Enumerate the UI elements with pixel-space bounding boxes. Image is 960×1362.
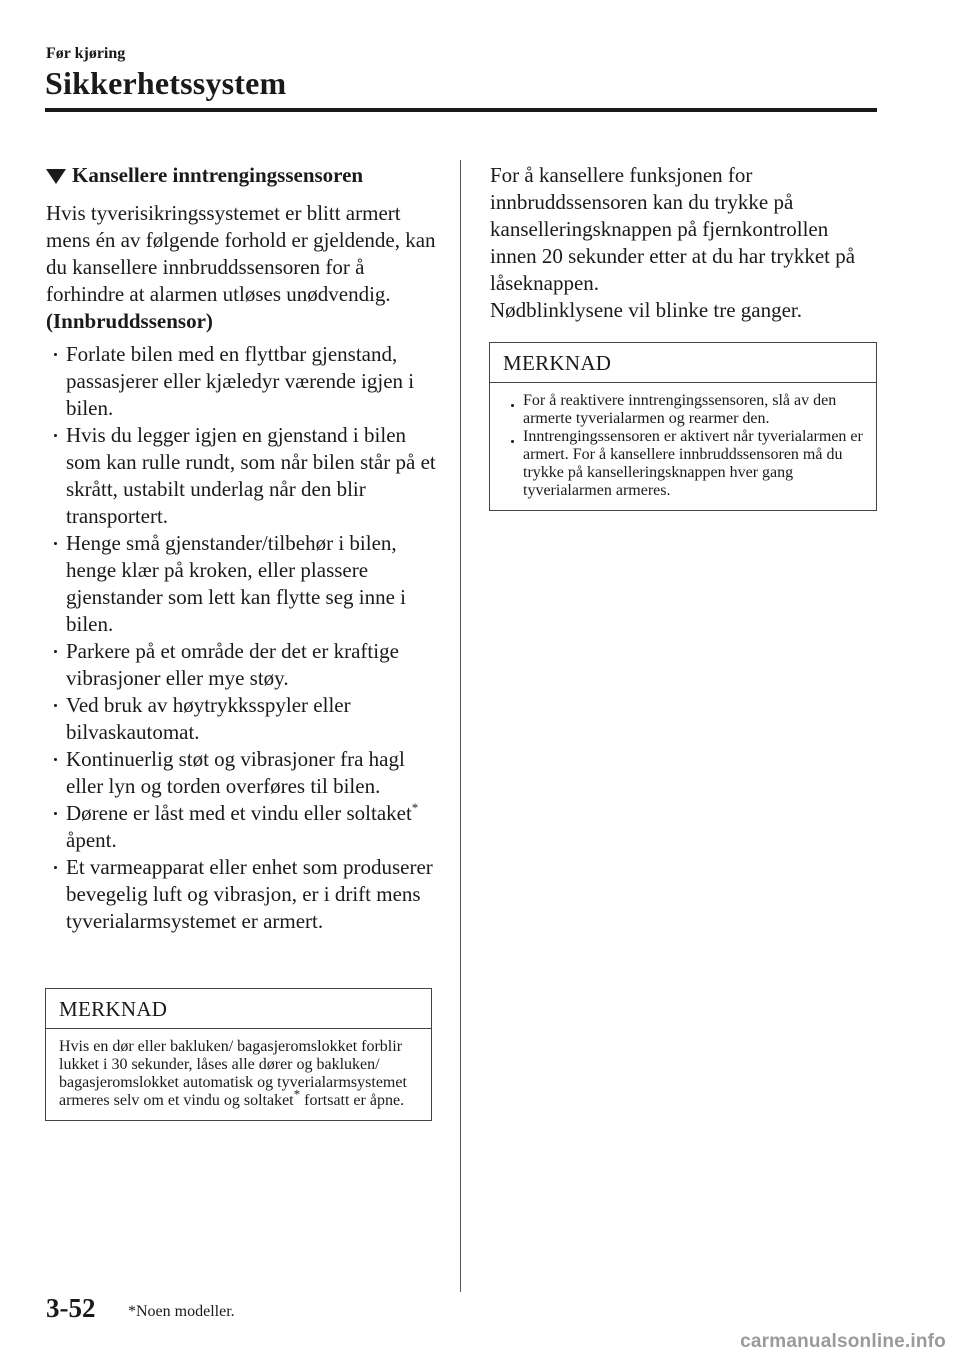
page-number: 3-52: [46, 1293, 96, 1323]
list-item-text-end: åpent.: [66, 828, 117, 852]
asterisk-marker: *: [293, 1086, 301, 1102]
condition-list: [46, 341, 436, 935]
list-item-text: Henge små gjenstander/tilbehør i bilen, henge klær på kroken, eller plassere gjenstander som lett kan flytte seg inne i bilen.: [66, 531, 406, 636]
intro-paragraph: Hvis tyverisikringssystemet er blitt armert mens én av følgende forhold er gjeldende, kan du kansellere innbruddssensoren for å forhindre at alarmen utløses unødvendig.: [46, 201, 436, 306]
column-divider: [460, 160, 461, 1292]
bullet-icon: [54, 650, 57, 653]
hazard-light-paragraph: Nødblinklysene vil blinke tre ganger.: [490, 298, 803, 322]
list-item-text: Kontinuerlig støt og vibrasjoner fra hagl eller lyn og torden overføres til bilen.: [66, 747, 405, 798]
list-item: [46, 422, 436, 530]
note-title: MERKNAD: [490, 343, 876, 383]
list-item: [46, 800, 436, 854]
bullet-icon: [54, 812, 57, 815]
list-item-text: Parkere på et område der det er kraftige vibrasjoner eller mye støy.: [66, 639, 399, 690]
list-item-text: For å reaktivere inntrengingssensoren, slå av den armerte tyverialarmen og rearmer den.: [523, 392, 837, 427]
page-title: Sikkerhetssystem: [45, 65, 287, 101]
subheading: (Innbruddssensor): [46, 309, 213, 333]
list-item-text: Hvis du legger igjen en gjenstand i bilen som kan rulle rundt, som når bilen står på et skrått, ustabilt underlag når den blir transportert.: [66, 423, 436, 528]
list-item: [503, 428, 863, 500]
note-box-left: [45, 988, 432, 1121]
triangle-down-icon: [46, 169, 66, 184]
bullet-icon: [54, 434, 57, 437]
bullet-icon: [54, 353, 57, 356]
list-item-text: Et varmeapparat eller enhet som produserer bevegelig luft og vibrasjon, er i drift mens tyverialarmsystemet er armert.: [66, 855, 433, 933]
note-body: [490, 383, 876, 510]
list-item-text: Ved bruk av høytrykksspyler eller bilvaskautomat.: [66, 693, 351, 744]
note-list: [503, 392, 863, 500]
list-item-text: Forlate bilen med en flyttbar gjenstand, passasjerer eller kjæledyr værende igjen i bilen.: [66, 342, 415, 420]
list-item-text: Inntrengingssensoren er aktivert når tyverialarmen er armert. For å kansellere innbruddssensoren må du trykke på kanselleringsknappen hver gang tyverialarmen armeres.: [523, 428, 863, 499]
section-heading-text: Kansellere inntrengingssensoren: [72, 163, 364, 187]
cancel-paragraph: For å kansellere funksjonen for innbruddssensoren kan du trykke på kanselleringsknappen på fjernkontrollen innen 20 sekunder etter at du har trykket på låseknappen.: [490, 163, 856, 295]
list-item: [46, 854, 436, 935]
bullet-icon: [54, 758, 57, 761]
footnote: *Noen modeller.: [128, 1303, 235, 1320]
asterisk-marker: *: [411, 800, 419, 815]
list-item: [46, 638, 436, 692]
list-item: [46, 692, 436, 746]
list-item: [46, 341, 436, 422]
chapter-label: Før kjøring: [46, 45, 126, 62]
bullet-icon: [54, 866, 57, 869]
bullet-icon: [54, 704, 57, 707]
note-text: Hvis en dør eller bakluken/ bagasjeromslokket forblir lukket i 30 sekunder, låses alle dører og bakluken/ bagasjeromslokket automatisk og tyverialarmsystemet armeres selv om et vindu og soltaket: [59, 1038, 407, 1109]
note-text-end: fortsatt er åpne.: [300, 1092, 405, 1109]
bullet-icon: [511, 404, 514, 407]
list-item: [46, 746, 436, 800]
section-heading: [46, 160, 436, 190]
bullet-icon: [511, 440, 514, 443]
watermark: carmanualsonline.info: [740, 1331, 946, 1352]
note-title: MERKNAD: [46, 989, 431, 1029]
note-body: [46, 1029, 431, 1120]
left-column: [46, 160, 436, 935]
note-box-right: [489, 342, 877, 511]
list-item: [46, 530, 436, 638]
list-item: [503, 392, 863, 428]
bullet-icon: [54, 542, 57, 545]
header-divider: [45, 108, 877, 112]
right-column: [490, 162, 880, 324]
list-item-text: Dørene er låst med et vindu eller soltaket: [66, 801, 412, 825]
